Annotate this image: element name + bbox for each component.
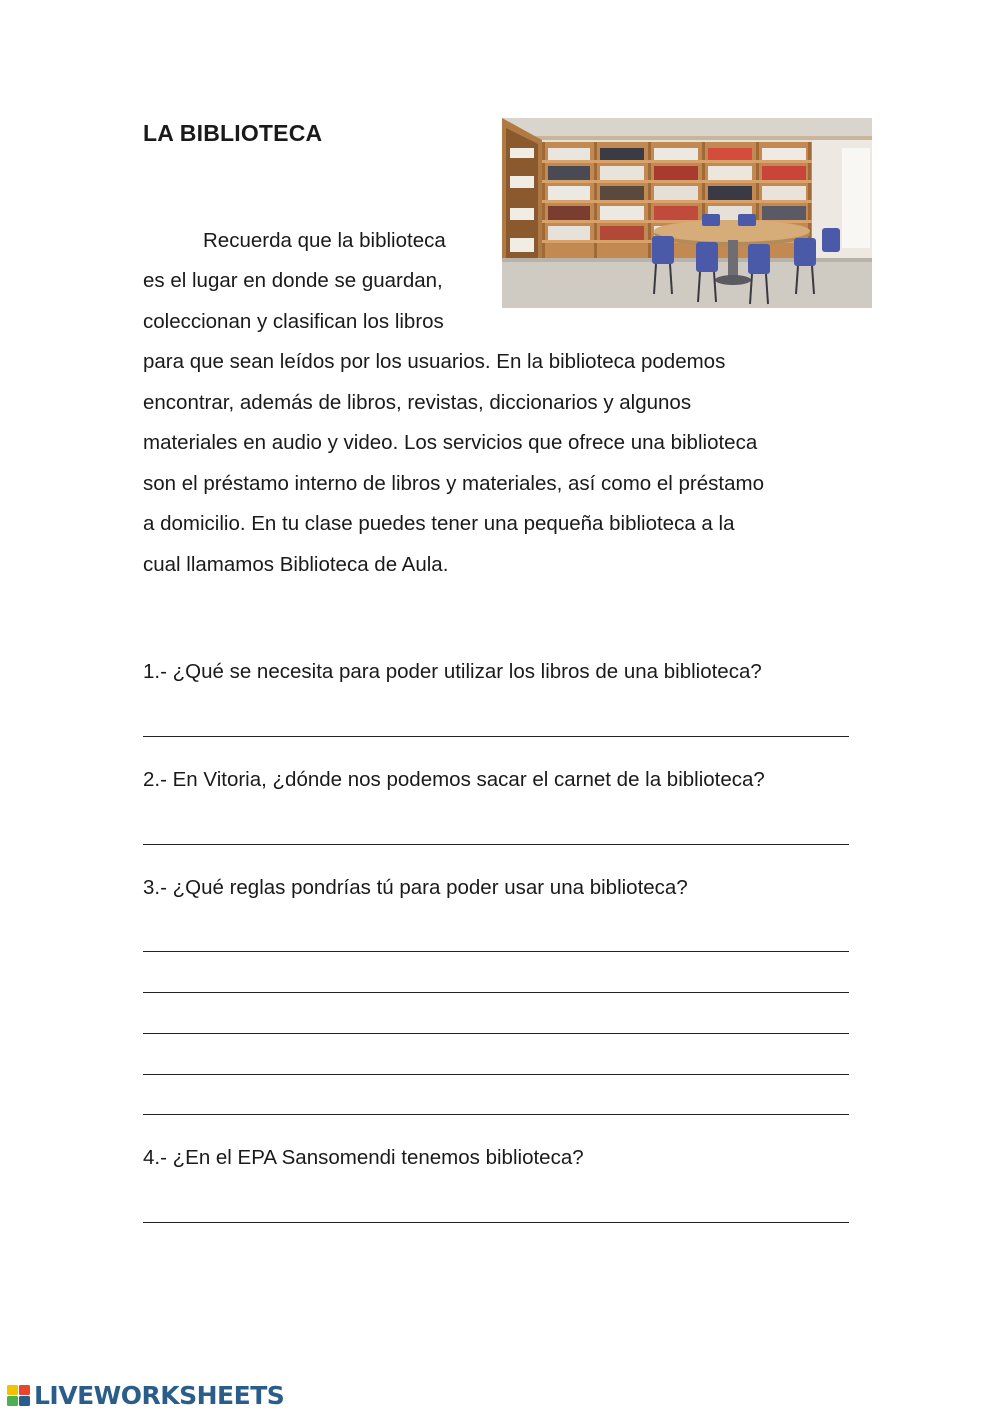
answer-line-q3-5[interactable] bbox=[143, 1114, 849, 1115]
intro-line-5: encontrar, además de libros, revistas, diccionarios y algunos bbox=[143, 391, 692, 414]
answer-line-q3-3[interactable] bbox=[143, 1033, 849, 1034]
intro-line-7: son el préstamo interno de libros y materiales, así como el préstamo bbox=[143, 472, 764, 495]
question-1: 1.- ¿Qué se necesita para poder utilizar los libros de una biblioteca? bbox=[143, 660, 762, 683]
intro-line-6: materiales en audio y video. Los servicios que ofrece una biblioteca bbox=[143, 431, 758, 454]
intro-line-4: para que sean leídos por los usuarios. En la biblioteca podemos bbox=[143, 350, 726, 373]
intro-line-1: Recuerda que la biblioteca bbox=[203, 229, 446, 252]
answer-line-q3-4[interactable] bbox=[143, 1074, 849, 1075]
answer-line-q2[interactable] bbox=[143, 844, 849, 845]
question-2: 2.- En Vitoria, ¿dónde nos podemos sacar el carnet de la biblioteca? bbox=[143, 768, 765, 791]
answer-line-q3-2[interactable] bbox=[143, 992, 849, 993]
answer-line-q4[interactable] bbox=[143, 1222, 849, 1223]
logo-text: LIVEWORKSHEETS bbox=[34, 1380, 285, 1410]
library-photo bbox=[502, 118, 872, 308]
question-3: 3.- ¿Qué reglas pondrías tú para poder usar una biblioteca? bbox=[143, 876, 688, 899]
answer-line-q3-1[interactable] bbox=[143, 951, 849, 952]
intro-line-8: a domicilio. En tu clase puedes tener una pequeña biblioteca a la bbox=[143, 512, 735, 535]
liveworksheets-logo[interactable] bbox=[6, 1380, 284, 1410]
intro-line-2: es el lugar en donde se guardan, bbox=[143, 269, 443, 292]
liveworksheets-logo-icon bbox=[6, 1382, 32, 1408]
page-title: LA BIBLIOTECA bbox=[143, 120, 323, 146]
intro-line-9: cual llamamos Biblioteca de Aula. bbox=[143, 553, 449, 576]
question-4: 4.- ¿En el EPA Sansomendi tenemos biblioteca? bbox=[143, 1146, 584, 1169]
intro-line-3: coleccionan y clasifican los libros bbox=[143, 310, 444, 333]
answer-line-q1[interactable] bbox=[143, 736, 849, 737]
